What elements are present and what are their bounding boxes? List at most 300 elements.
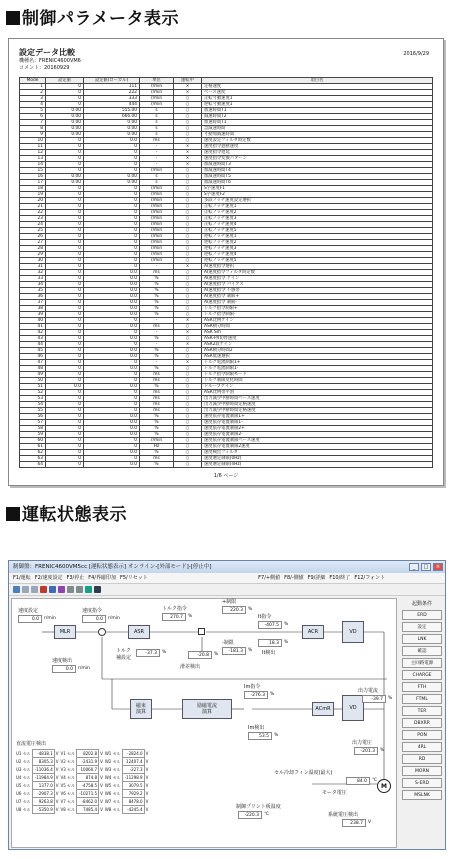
table-cell: AI速度指令 ゲイン — [202, 276, 433, 282]
menu-item[interactable]: F5/リセット — [120, 575, 148, 581]
menu-item[interactable]: F8/-側値 — [284, 575, 304, 581]
table-cell: 46 — [20, 354, 46, 360]
cell-row — [15, 750, 149, 758]
cell-value: 12407.4 — [122, 758, 144, 766]
table-cell: ○ — [174, 138, 202, 144]
table-cell: 0 — [46, 252, 84, 258]
table-cell: ○ — [174, 246, 202, 252]
table-cell: 25 — [20, 228, 46, 234]
table-cell: 0 — [46, 432, 84, 438]
doc-title: 設定データ比較 — [19, 48, 75, 57]
table-cell: % — [140, 462, 174, 468]
close-button[interactable]: × — [433, 563, 443, 571]
table-cell: 0.00 — [46, 174, 84, 180]
table-cell: 0 — [46, 414, 84, 420]
condition-button[interactable]: TER — [402, 706, 442, 716]
cell-unit: V — [100, 759, 103, 764]
table-cell: 0 — [84, 222, 140, 228]
table-cell: 0.0 — [84, 300, 140, 306]
cell-value: -4245.4 — [122, 806, 144, 814]
table-cell: r/min — [140, 198, 174, 204]
it-detect-label: It検出 — [262, 650, 276, 656]
column-header: 設定値(ローカル) — [84, 78, 140, 84]
table-cell: 出力減少中断時間定格速度 — [202, 408, 433, 414]
table-cell: 加減速時間T4 — [202, 168, 433, 174]
table-cell: r/min — [140, 84, 174, 90]
torque-command-label: トルク指令 — [162, 606, 187, 612]
table-cell: ○ — [174, 324, 202, 330]
table-cell: ms — [140, 402, 174, 408]
speed-setting-label: 速度設定 — [18, 608, 39, 614]
condition-button[interactable]: DBXRR — [402, 718, 442, 728]
table-cell: ASR2段ゲイン — [202, 342, 433, 348]
slip-value: -20.8 — [188, 651, 212, 659]
table-cell: r/min — [140, 204, 174, 210]
cell-label: V4 セル — [60, 774, 76, 780]
table-cell: 0 — [46, 390, 84, 396]
table-cell: r/min — [140, 240, 174, 246]
table-cell: % — [140, 276, 174, 282]
table-cell: 出力減少中断時間ベース速度 — [202, 396, 433, 402]
table-cell: 速度依存電流制限2速度 — [202, 444, 433, 450]
vd2-block: VD — [342, 695, 364, 721]
table-cell: 54 — [20, 402, 46, 408]
table-cell: ○ — [174, 240, 202, 246]
table-cell: S字速度F1 — [202, 186, 433, 192]
table-cell: ○ — [174, 216, 202, 222]
toolbar — [9, 584, 445, 596]
table-cell: 0.0 — [84, 354, 140, 360]
table-cell: 59 — [20, 432, 46, 438]
block-diagram: 速度設定 0.0 r/min 速度指令 0.0 r/min MLR ASR トルク指令 270.7 % +制限 220.3 % It指令 -407.5 % ACR VD 18.3 % It検出 -制限 -181.3 % トルク 補設定 -37.3 % -20.8 % 滑差検出 速度検出 0.0 r/min 磁束 演算 励磁電流 演算 Im指令 -276.3 % ACmR VD Im検出 53.5 % 出力電流 -39.7 % 出力電圧 -201.3 % M セル冷却フィン温度(最大) 84.0 ℃ モータ電圧 制御プリント板温度 -220.3 ℃ 系統電圧検出 238.7 V 直流電圧検出 U1 セル -4838.1 V V1 セル 8202.8 V W1 セル -2824.0 V U2 セル 8305.3 V V2 セル -2431.9 V W2 セル 12407.4 V U3 セル -11036.4 V V3 セル 10060.7 V W3 セル -227.3 V U4 セル -11984.9 V V4 セル 874.8 V W4 セル -11298.9 V U5 セル 1377.0 V V5 セル -4758.5 V W5 セル 3079.5 V U6 セル -2907.3 V V6 セル -10271.5 V W6 セル 7929.2 V U7 セル 9263.8 V V7 セル -8462.0 V W7 セル 8478.0 V U8 セル -5350.9 V V8 セル 7485.4 V W8 セル -4245.4 V — [11, 598, 397, 848]
cell-label: V7 セル — [60, 798, 76, 804]
table-cell: AI速度指令選択 — [202, 264, 433, 270]
cell-unit: V — [100, 791, 103, 796]
table-cell: 0.0 — [84, 432, 140, 438]
cell-label: V6 セル — [60, 790, 76, 796]
cell-unit: V — [55, 799, 59, 804]
table-cell: 1 — [20, 84, 46, 90]
table-cell: 0.0 — [84, 312, 140, 318]
cell-value: 874.8 — [77, 774, 99, 782]
table-cell: ○ — [174, 444, 202, 450]
cell-label: U7 セル — [16, 798, 31, 804]
cell-label: W2 セル — [104, 758, 121, 764]
condition-button[interactable]: CHARGE — [402, 670, 442, 680]
table-cell: S字速度F2 — [202, 192, 433, 198]
table-cell: 0 — [84, 444, 140, 450]
stop-icon[interactable] — [40, 586, 47, 593]
cell-value: 3079.5 — [122, 782, 144, 790]
table-cell: 45 — [20, 348, 46, 354]
table-cell: ○ — [174, 300, 202, 306]
field-current-block: 励磁電流 演算 — [182, 699, 232, 719]
table-cell: 速度指令変換パターン — [202, 156, 433, 162]
table-cell: 加減速時間T6 — [202, 180, 433, 186]
doc-date: 2016/9/29 — [403, 51, 429, 57]
table-cell: 0 — [84, 246, 140, 252]
plus-icon[interactable] — [67, 586, 74, 593]
table-cell: 2 — [20, 90, 46, 96]
table-cell: 9 — [20, 132, 46, 138]
table-cell: ○ — [174, 114, 202, 120]
table-cell: 27 — [20, 240, 46, 246]
condition-button[interactable]: RD — [402, 754, 442, 764]
table-cell: 0 — [46, 246, 84, 252]
cell-unit: V — [55, 791, 59, 796]
cell-unit: V — [145, 759, 149, 764]
cell-row — [15, 790, 149, 798]
minimize-button[interactable]: _ — [409, 563, 419, 571]
condition-button[interactable]: ERD — [402, 610, 442, 620]
table-cell: 11 — [20, 144, 46, 150]
table-cell: 0 — [46, 348, 84, 354]
table-cell: ○ — [174, 234, 202, 240]
table-cell: 0 — [46, 240, 84, 246]
table-cell: 0.0 — [84, 306, 140, 312]
table-cell: ○ — [174, 354, 202, 360]
table-cell: 29 — [20, 252, 46, 258]
cell-value: 10060.7 — [77, 766, 99, 774]
cell-value: 7929.2 — [122, 790, 144, 798]
maximize-button[interactable]: □ — [421, 563, 431, 571]
table-cell: 52 — [20, 390, 46, 396]
table-cell: 0 — [46, 186, 84, 192]
table-cell: 0 — [46, 210, 84, 216]
table-cell: 0 — [46, 258, 84, 264]
table-cell: 0 — [84, 372, 140, 378]
condition-button[interactable]: 主回路電源 — [402, 658, 442, 668]
table-cell: 速度設定フィルタ時定数 — [202, 138, 433, 144]
table-cell: 58 — [20, 426, 46, 432]
cell-unit: V — [100, 751, 103, 756]
table-cell: ○ — [174, 102, 202, 108]
menu-item[interactable]: F12/フォント — [354, 575, 385, 581]
table-cell: 34 — [20, 282, 46, 288]
table-cell: % — [140, 432, 174, 438]
table-cell: 111 — [84, 84, 140, 90]
table-cell: 22 — [20, 210, 46, 216]
table-cell: ○ — [174, 270, 202, 276]
table-cell: 速度依存電流制限1+ — [202, 414, 433, 420]
condition-button[interactable]: 確認 — [402, 646, 442, 656]
table-cell: 13 — [20, 156, 46, 162]
table-cell: AI速度指令フィルタ時定数 — [202, 270, 433, 276]
table-cell: × — [174, 150, 202, 156]
table-cell: ○ — [174, 390, 202, 396]
table-cell: 正転ノッチ速度5 — [202, 228, 433, 234]
output-voltage-value: -201.3 — [354, 747, 378, 755]
table-cell: ○ — [174, 186, 202, 192]
table-cell: ms — [140, 324, 174, 330]
table-cell: 逆転ノッチ速度3 — [202, 246, 433, 252]
table-cell: 0 — [46, 444, 84, 450]
doc-page-number: 1/6 ページ — [213, 473, 239, 479]
table-cell: 0 — [84, 144, 140, 150]
table-cell: ○ — [174, 120, 202, 126]
table-cell: ベース速度 — [202, 90, 433, 96]
system-voltage-label: 系統電圧検出 — [328, 812, 359, 818]
table-cell: 0 — [84, 156, 140, 162]
im-detect-label: Im検出 — [248, 725, 265, 731]
table-cell: 36 — [20, 294, 46, 300]
it-command-label: It指令 — [258, 614, 272, 620]
table-cell: 逆転ノッチ速度2 — [202, 240, 433, 246]
table-cell: 0 — [46, 294, 84, 300]
monitor-icon[interactable] — [49, 586, 56, 593]
table-cell: r/min — [140, 252, 174, 258]
table-cell: ms — [140, 396, 174, 402]
acr-block: ACR — [302, 625, 324, 639]
table-cell: 6 — [20, 114, 46, 120]
condition-button[interactable]: 4RL — [402, 742, 442, 752]
table-cell: 0.0 — [84, 276, 140, 282]
table-cell: × — [174, 330, 202, 336]
cell-value: -2907.3 — [32, 790, 54, 798]
table-cell: 0 — [46, 426, 84, 432]
function-key-bar — [9, 573, 445, 584]
menu-item[interactable]: F2/速度設定 — [34, 575, 63, 581]
doc-comment: コメント：20160929 — [19, 65, 70, 71]
window-title: 制御盤：FRENIC4600VM5cc [運転状態表示] オンライン-[外部モード]-[停止中] — [13, 564, 212, 570]
table-cell: 0 — [84, 360, 140, 366]
condition-button[interactable]: FTML — [402, 694, 442, 704]
print-icon[interactable] — [31, 586, 38, 593]
table-cell: ○ — [174, 450, 202, 456]
cell-label: U8 セル — [16, 806, 31, 812]
table-cell: 0 — [46, 306, 84, 312]
condition-button[interactable]: LNK — [402, 634, 442, 644]
table-cell: % — [140, 300, 174, 306]
column-header: 単位 — [140, 78, 174, 84]
cell-unit: V — [145, 775, 149, 780]
table-cell: 速度選定制限(nHz) — [202, 462, 433, 468]
motor-voltage-label: モータ電圧 — [322, 790, 347, 796]
table-cell: ○ — [174, 366, 202, 372]
table-cell: 0 — [84, 342, 140, 348]
table-cell: 0 — [84, 162, 140, 168]
minus-limit-value: -181.3 — [222, 647, 246, 655]
table-cell: s — [140, 180, 174, 186]
table-cell: 正転寸動速度1 — [202, 96, 433, 102]
table-cell: 0 — [46, 90, 84, 96]
im-detect-value: 53.5 — [248, 732, 272, 740]
title-bar[interactable] — [9, 561, 445, 573]
cell-label: W3 セル — [104, 766, 121, 772]
table-cell: 寸動加減速時間 — [202, 132, 433, 138]
table-cell: 0.00 — [84, 132, 140, 138]
save-icon[interactable] — [22, 586, 29, 593]
table-cell: 0 — [46, 156, 84, 162]
cell-unit: V — [145, 751, 149, 756]
table-cell: ○ — [174, 288, 202, 294]
table-cell: 47 — [20, 360, 46, 366]
table-cell: トルク制限変化時間 — [202, 378, 433, 384]
cell-label: U5 セル — [16, 782, 31, 788]
cell-value: -11298.9 — [122, 774, 144, 782]
im-command-label: Im指令 — [244, 684, 261, 690]
table-cell: ○ — [174, 228, 202, 234]
table-cell: 5 — [20, 108, 46, 114]
table-cell: % — [140, 384, 174, 390]
table-cell: 0 — [46, 396, 84, 402]
condition-button[interactable]: FTH — [402, 682, 442, 692]
table-cell: 0 — [84, 252, 140, 258]
table-cell: 56 — [20, 414, 46, 420]
table-cell: 50 — [20, 378, 46, 384]
menu-item[interactable]: F4/界磁印加 — [88, 575, 116, 581]
cell-label: U3 セル — [16, 766, 31, 772]
table-cell: ○ — [174, 168, 202, 174]
output-current-value: -39.7 — [362, 695, 386, 703]
table-cell: ○ — [174, 222, 202, 228]
cell-voltage-table — [15, 749, 149, 814]
table-cell: ○ — [174, 258, 202, 264]
app-window — [8, 560, 446, 850]
cell-label: U6 セル — [16, 790, 31, 796]
cell-value: 7485.4 — [77, 806, 99, 814]
table-cell: % — [140, 354, 174, 360]
table-cell: 0 — [46, 378, 84, 384]
cell-label: V3 セル — [60, 766, 76, 772]
condition-button[interactable]: MSLNK — [402, 790, 442, 800]
cell-row — [15, 798, 149, 806]
table-cell: ms — [140, 408, 174, 414]
table-cell: × — [174, 264, 202, 270]
table-cell: 0.00 — [84, 126, 140, 132]
table-cell: 0.0 — [46, 384, 84, 390]
table-cell: 0.00 — [46, 126, 84, 132]
table-cell: トルク指令制限+ — [202, 306, 433, 312]
condition-button[interactable]: PON — [402, 730, 442, 740]
open-icon[interactable] — [13, 586, 20, 593]
cell-label: V2 セル — [60, 758, 76, 764]
table-cell: r/min — [140, 96, 174, 102]
table-cell: 速度指令遮断速度 — [202, 144, 433, 150]
cell-unit: V — [55, 783, 59, 788]
table-cell: 39 — [20, 312, 46, 318]
table-cell: 17 — [20, 180, 46, 186]
table-cell: 加減速時間T5 — [202, 174, 433, 180]
table-cell: 0 — [84, 402, 140, 408]
pcb-temp-label: 制御プリント板温度 — [236, 804, 281, 810]
table-cell: r/min — [140, 438, 174, 444]
table-cell: r/min — [140, 216, 174, 222]
menu-item[interactable]: F9/詳細 — [307, 575, 326, 581]
table-cell: ○ — [174, 462, 202, 468]
cell-label: U1 セル — [16, 750, 31, 756]
table-cell: 0 — [84, 456, 140, 462]
torque-command-value: 270.7 — [162, 613, 186, 621]
table-cell: r/min — [140, 258, 174, 264]
table-cell: 速度指令遅延 — [202, 150, 433, 156]
table-cell: - — [140, 162, 174, 168]
table-cell: 0 — [84, 408, 140, 414]
table-cell: 41 — [20, 324, 46, 330]
cell-unit: V — [55, 807, 59, 812]
table-cell: × — [174, 90, 202, 96]
minus-icon[interactable] — [76, 586, 83, 593]
table-cell: 20 — [20, 198, 46, 204]
table-cell: 18 — [20, 186, 46, 192]
table-cell: × — [174, 342, 202, 348]
table-cell: 0 — [84, 258, 140, 264]
table-cell: 53 — [20, 396, 46, 402]
menu-item[interactable]: F3/停止 — [66, 575, 85, 581]
table-cell: 0 — [46, 450, 84, 456]
table-cell: 24 — [20, 222, 46, 228]
cell-unit: V — [55, 759, 59, 764]
table-cell: ○ — [174, 132, 202, 138]
cell-unit: V — [100, 767, 103, 772]
table-cell: % — [140, 348, 174, 354]
table-cell: 0 — [46, 150, 84, 156]
condition-button[interactable]: MORN — [402, 766, 442, 776]
table-cell: % — [140, 366, 174, 372]
cell-unit: V — [55, 767, 59, 772]
graph-icon[interactable] — [58, 586, 65, 593]
cell-value: -8462.0 — [77, 798, 99, 806]
menu-item[interactable]: F10/終了 — [329, 575, 351, 581]
table-cell: 0.0 — [84, 270, 140, 276]
table-cell: 33 — [20, 276, 46, 282]
table-cell: % — [140, 450, 174, 456]
table-cell: 0 — [46, 438, 84, 444]
table-cell: % — [140, 306, 174, 312]
table-cell: 0 — [46, 234, 84, 240]
table-cell: 222 — [84, 90, 140, 96]
table-cell: ○ — [174, 336, 202, 342]
settings-icon[interactable] — [94, 586, 101, 593]
torque-comp-label: トルク 補設定 — [116, 648, 132, 661]
table-cell: 42 — [20, 330, 46, 336]
table-cell: 0 — [46, 282, 84, 288]
table-cell: トルク指令制限モード — [202, 372, 433, 378]
table-cell: 19 — [20, 192, 46, 198]
table-cell: 0.0 — [84, 450, 140, 456]
table-cell: r/min — [140, 90, 174, 96]
menu-item[interactable]: F1/運転 — [13, 575, 31, 581]
cell-value: 8305.3 — [32, 758, 54, 766]
zoom-icon[interactable] — [85, 586, 92, 593]
condition-button[interactable]: 設定 — [402, 622, 442, 632]
cell-value: -11984.9 — [32, 774, 54, 782]
table-cell: 正転ノッチ速度2 — [202, 210, 433, 216]
condition-button[interactable]: S-ERD — [402, 778, 442, 788]
table-cell: AI速度指令 バイアス — [202, 282, 433, 288]
table-cell: 28 — [20, 246, 46, 252]
cell-unit: V — [145, 783, 149, 788]
table-cell: 出力減少中断時間定格速度 — [202, 402, 433, 408]
cell-unit: V — [145, 799, 149, 804]
menu-item[interactable]: F7/+側値 — [258, 575, 281, 581]
table-cell: 0 — [84, 198, 140, 204]
table-cell: 48 — [20, 366, 46, 372]
vd-block: VD — [342, 621, 364, 643]
table-cell: 44 — [20, 342, 46, 348]
table-cell: 0.0 — [84, 366, 140, 372]
cell-unit: V — [100, 799, 103, 804]
table-cell: 逆転ノッチ速度5 — [202, 258, 433, 264]
table-cell: ASR低速選択 — [202, 354, 433, 360]
table-cell: 定格速度 — [202, 84, 433, 90]
table-cell: ASR Sm — [202, 330, 433, 336]
column-header: Mode — [20, 78, 46, 84]
cell-label: V5 セル — [60, 782, 76, 788]
table-cell: × — [174, 144, 202, 150]
table-cell: 正転ノッチ速度3 — [202, 216, 433, 222]
table-cell: 0 — [46, 144, 84, 150]
